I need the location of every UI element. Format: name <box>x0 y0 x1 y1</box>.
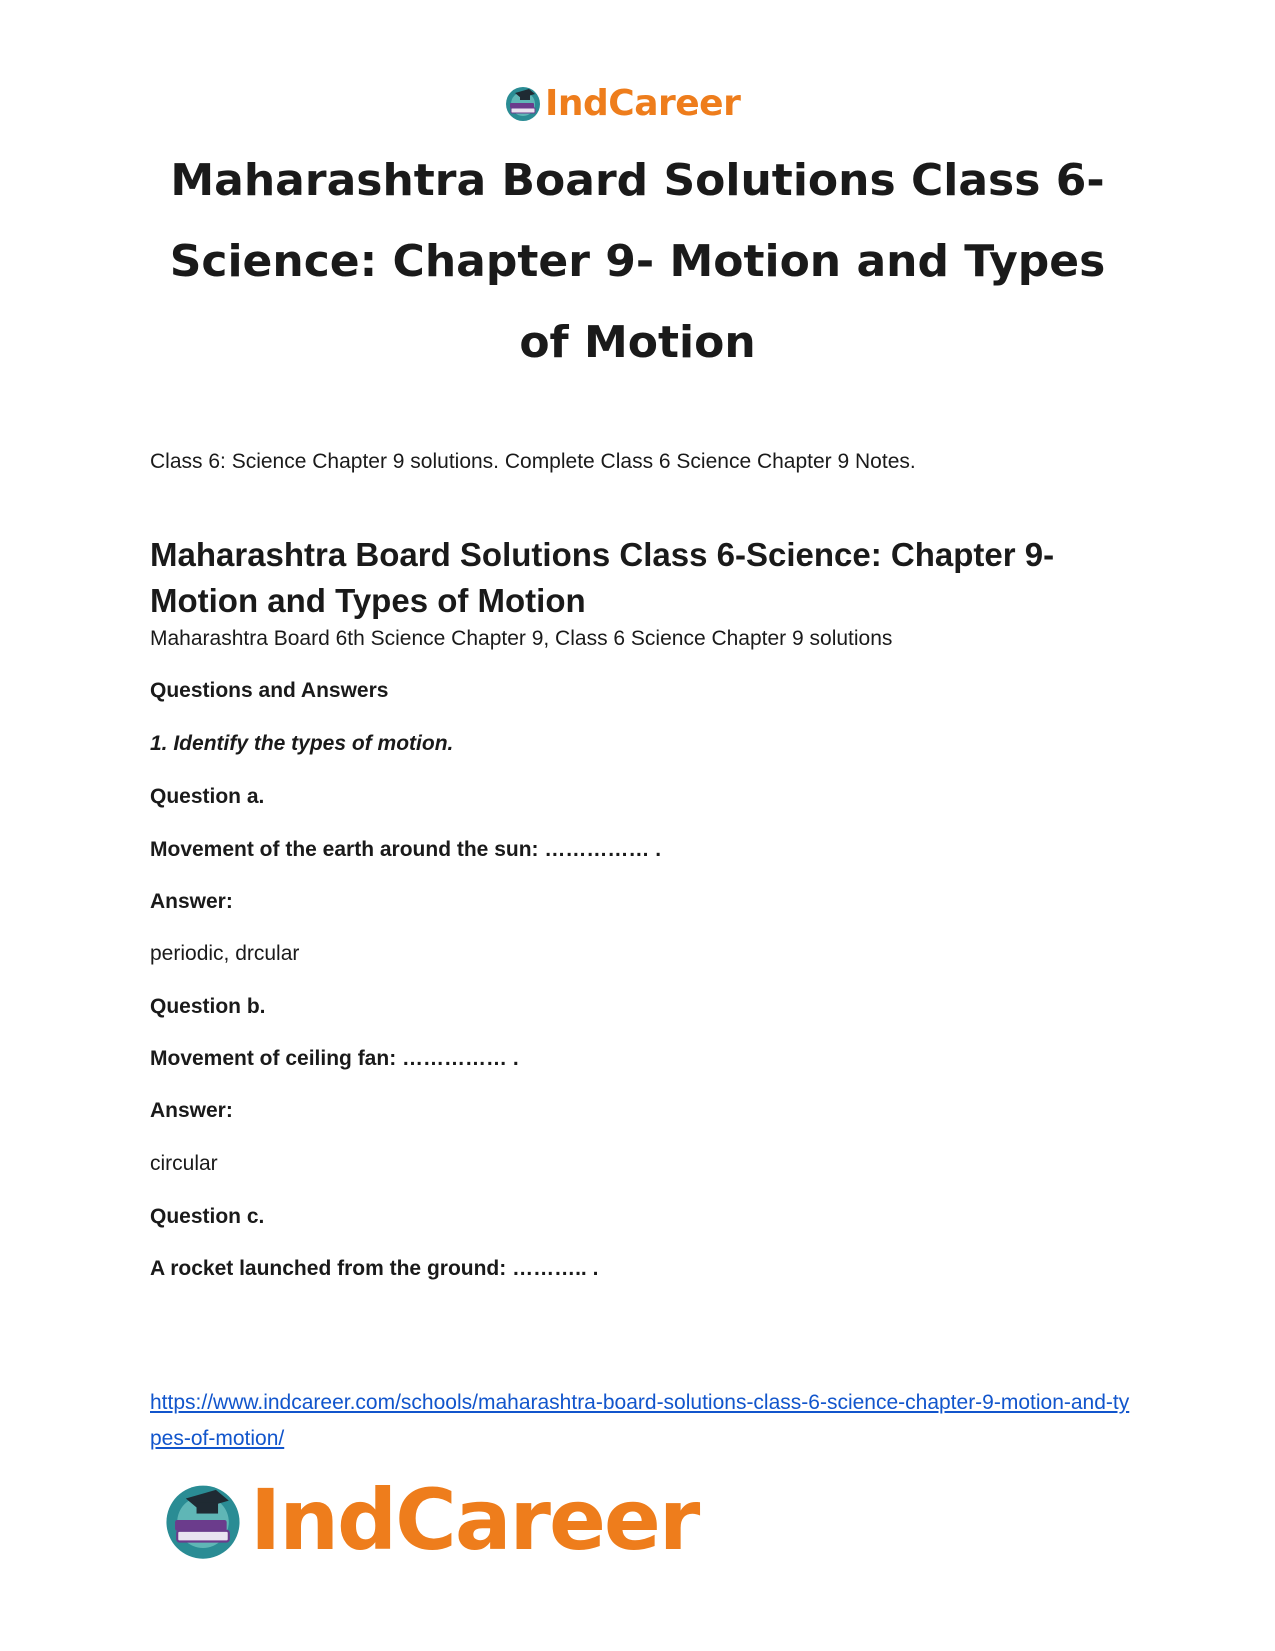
question-label: Question c. <box>150 1205 265 1228</box>
globe-book-icon <box>160 1477 246 1563</box>
question-text: Movement of ceiling fan: …………… . <box>150 1047 519 1070</box>
subtitle-text: Maharashtra Board 6th Science Chapter 9, Class 6 Science Chapter 9 solutions <box>150 627 893 650</box>
answer-label: Answer: <box>150 1099 233 1122</box>
qa-heading: Questions and Answers <box>150 679 389 702</box>
answer-label: Answer: <box>150 890 233 913</box>
question-label: Question a. <box>150 785 265 808</box>
question-label: Question b. <box>150 995 266 1018</box>
logo-text: IndCareer <box>250 1471 699 1569</box>
answer-text: circular <box>150 1152 218 1175</box>
intro-text: Class 6: Science Chapter 9 solutions. Complete Class 6 Science Chapter 9 Notes. <box>150 450 916 473</box>
exercise-heading: 1. Identify the types of motion. <box>150 732 454 755</box>
section-heading: Maharashtra Board Solutions Class 6-Science: Chapter 9- Motion and Types of Motion <box>150 536 1055 619</box>
globe-book-icon <box>503 83 543 123</box>
indcareer-footer-logo <box>160 1470 698 1570</box>
question-text: Movement of the earth around the sun: …………… . <box>150 838 662 861</box>
question-text: A rocket launched from the ground: ……….. . <box>150 1257 599 1280</box>
answer-text: periodic, drcular <box>150 942 300 965</box>
indcareer-logo <box>503 80 740 126</box>
logo-text: IndCareer <box>545 82 741 124</box>
source-link[interactable]: https://www.indcareer.com/schools/maharashtra-board-solutions-class-6-science-chapter-9-motion-and-types-of-motion/ <box>150 1391 1130 1450</box>
page-title: Maharashtra Board Solutions Class 6-Science: Chapter 9- Motion and Types of Motion <box>169 155 1106 368</box>
